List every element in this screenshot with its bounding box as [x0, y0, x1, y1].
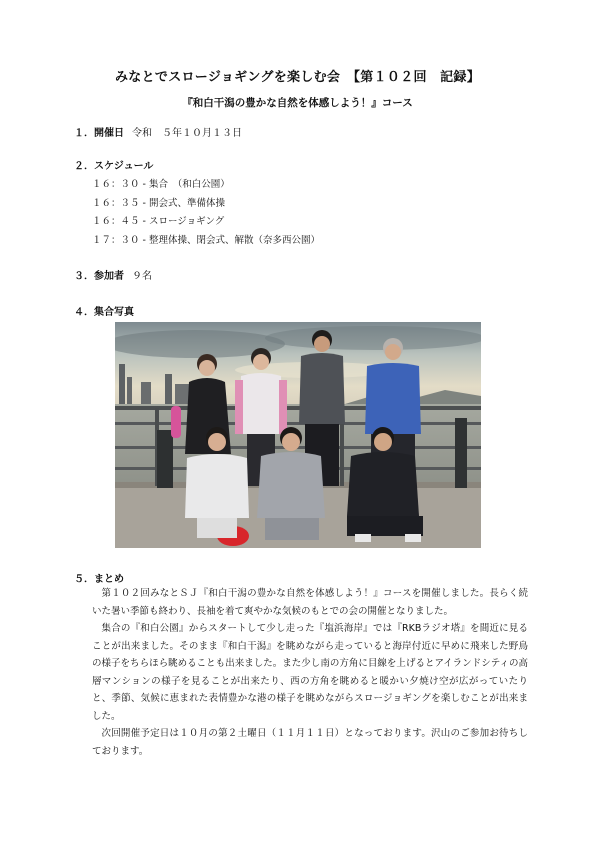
summary-paragraph: 次回開催予定日は１０月の第２土曜日（１１月１１日）となっております。沢山のご参加お待ちしております。 — [92, 728, 528, 757]
event-date: 令和 ５年１０月１３日 — [132, 128, 242, 139]
section-heading: 参加者 — [94, 271, 124, 282]
document-title: みなとでスロージョギングを楽しむ会 【第１０２回 記録】 — [115, 70, 480, 85]
section-photo — [74, 303, 134, 318]
section-heading: スケジュール — [94, 161, 154, 172]
participant-count: ９名 — [132, 271, 152, 282]
section-date — [74, 124, 242, 139]
summary-body — [92, 585, 528, 760]
schedule-list — [92, 176, 320, 250]
course-subtitle: 『和白干潟の豊かな自然を体感しよう！』コース — [182, 97, 413, 109]
section-heading: 集合写真 — [94, 307, 134, 318]
schedule-item: １６：３５ - 開会式、準備体操 — [92, 197, 225, 209]
section-heading: まとめ — [94, 574, 124, 585]
summary-paragraph: 第１０２回みなとＳＪ『和白干潟の豊かな自然を体感しよう！』コースを開催しました。長らく続いた暑い季節も終わり、長袖を着て爽やかな気候のもとでの会の開催となりました。 — [92, 588, 528, 617]
section-number: ３． — [74, 271, 94, 282]
section-summary — [74, 570, 124, 585]
schedule-item: １６：４５ - スロージョギング — [92, 216, 225, 227]
summary-paragraph: 集合の『和白公園』からスタートして少し走った『塩浜海岸』では『RKBラジオ塔』を間近に見ることが出来ました。そのまま『和白干潟』を眺めながら走っていると海岸付近に早めに飛来した野鳥の様子をちらほら眺めることも出来ました。また少し南の方角に目線を上げるとアイランドシティの高層マンションの様子を見ることが出来たり、西の方角を眺めると暖かい夕焼け空が広がっていたりと、季節、気候に恵まれた表情豊かな港の様子を眺めながらスロージョギングを楽しむことが出来ました。 — [92, 623, 528, 722]
section-participants — [74, 267, 152, 282]
section-number: ２． — [74, 161, 94, 172]
section-number: ４． — [74, 307, 94, 318]
section-schedule — [74, 157, 153, 172]
group-photo — [115, 322, 481, 548]
section-heading: 開催日 — [94, 128, 124, 139]
schedule-item: １７：３０ - 整理体操、閉会式、解散（奈多西公園） — [92, 234, 320, 246]
schedule-item: １６：３０ - 集合 （和白公園） — [92, 179, 230, 190]
section-number: １． — [74, 128, 94, 139]
section-number: ５． — [74, 574, 94, 585]
